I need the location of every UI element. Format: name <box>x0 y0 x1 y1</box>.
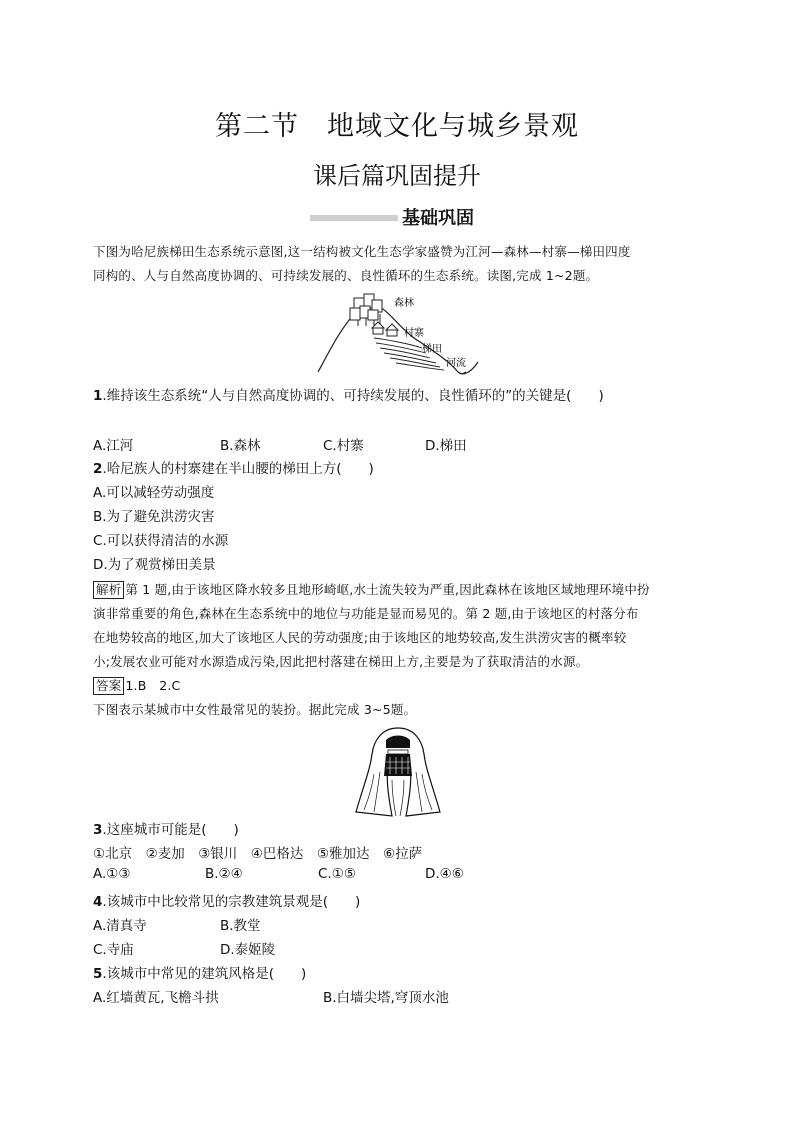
q4-option-b[interactable]: B.教堂 <box>220 918 261 934</box>
question-4-text: .该城市中比较常见的宗教建筑景观是( ) <box>102 894 361 910</box>
intro2: 下图表示某城市中女性最常见的装扮。据此完成 3~5题。 <box>93 702 417 717</box>
q1-option-a[interactable]: A.江河 <box>93 438 134 454</box>
q3-choices: ①北京 ②麦加 ③银川 ④巴格达 ⑤雅加达 ⑥拉萨 <box>93 846 423 862</box>
question-5 <box>93 962 306 986</box>
question-3-text: .这座城市可能是( ) <box>102 822 239 838</box>
question-4-number: 4 <box>93 894 103 910</box>
question-5-number: 5 <box>93 966 103 982</box>
q2-option-c[interactable]: C.可以获得清洁的水源 <box>93 533 229 549</box>
q4-option-d[interactable]: D.泰姬陵 <box>220 942 276 958</box>
intro1-line1: 下图为哈尼族梯田生态系统示意图,这一结构被文化生态学家盛赞为江河—森林—村寨—梯田四度 <box>93 244 631 259</box>
page-subtitle: 课后篇巩固提升 <box>313 162 481 190</box>
analysis-line3: 在地势较高的地区,加大了该地区人民的劳动强度;由于该地区的地势较高,发生洪涝灾害的概率较 <box>93 630 627 645</box>
q1-option-b[interactable]: B.森林 <box>220 438 261 454</box>
q2-option-d[interactable]: D.为了观赏梯田美景 <box>93 557 216 573</box>
q3-option-c[interactable]: C.①⑤ <box>318 866 356 882</box>
village-houses-icon <box>372 322 398 336</box>
figure-label-river: 河流 <box>446 358 466 369</box>
q3-option-a[interactable]: A.①③ <box>93 866 131 882</box>
forest-trees-icon <box>350 294 382 326</box>
q2-option-a[interactable]: A.可以减轻劳动强度 <box>93 485 215 501</box>
question-5-text: .该城市中常见的建筑风格是( ) <box>102 966 307 982</box>
question-2-text: .哈尼族人的村寨建在半山腰的梯田上方( ) <box>102 461 374 477</box>
q3-option-b[interactable]: B.②④ <box>205 866 243 882</box>
question-1-number: 1 <box>93 388 103 404</box>
figure-label-village: 村寨 <box>404 328 424 339</box>
question-1 <box>93 384 604 408</box>
answer-line <box>93 674 180 698</box>
q4-option-c[interactable]: C.寺庙 <box>93 942 134 958</box>
question-2 <box>93 457 374 481</box>
question-4 <box>93 890 360 914</box>
question-1-text: .维持该生态系统“人与自然高度协调的、可持续发展的、良性循环的”的关键是( ) <box>102 388 604 404</box>
q1-option-c[interactable]: C.村寨 <box>323 438 364 454</box>
q2-option-b[interactable]: B.为了避免洪涝灾害 <box>93 509 215 525</box>
answer-tag: 答案 <box>93 677 124 695</box>
q1-option-d[interactable]: D.梯田 <box>425 438 467 454</box>
question-3 <box>93 818 239 842</box>
terrace-ecosystem-figure <box>310 290 490 380</box>
q5-option-b[interactable]: B.白墙尖塔,穹顶水池 <box>323 990 449 1006</box>
analysis-tag: 解析 <box>93 581 124 599</box>
intro1-line2: 同构的、人与自然高度协调的、可持续发展的、良性循环的生态系统。读图,完成 1~2题。 <box>93 268 599 283</box>
q3-option-d[interactable]: D.④⑥ <box>425 866 464 882</box>
figure-label-forest: 森林 <box>394 298 414 309</box>
answer-text: 1.B 2.C <box>125 678 181 693</box>
page-title: 第二节 地域文化与城乡景观 <box>215 111 579 142</box>
question-2-number: 2 <box>93 461 103 477</box>
q5-option-a[interactable]: A.红墙黄瓦,飞檐斗拱 <box>93 990 219 1006</box>
veiled-woman-figure <box>352 724 444 820</box>
analysis-line2: 演非常重要的角色,森林在生态系统中的地位与功能是显而易见的。第 2 题,由于该地区的村落分布 <box>93 606 639 621</box>
analysis-text-1: 第 1 题,由于该地区降水较多且地形崎岖,水土流失较为严重,因此森林在该地区域地理环境中扮 <box>125 582 650 597</box>
analysis-line1 <box>93 578 650 602</box>
figure-label-terrace: 梯田 <box>422 344 442 355</box>
section-divider <box>310 215 398 221</box>
analysis-line4: 小;发展农业可能对水源造成污染,因此把村落建在梯田上方,主要是为了获取清洁的水源。 <box>93 654 589 669</box>
question-3-number: 3 <box>93 822 103 838</box>
q4-option-a[interactable]: A.清真寺 <box>93 918 147 934</box>
section-heading: 基础巩固 <box>402 208 474 229</box>
